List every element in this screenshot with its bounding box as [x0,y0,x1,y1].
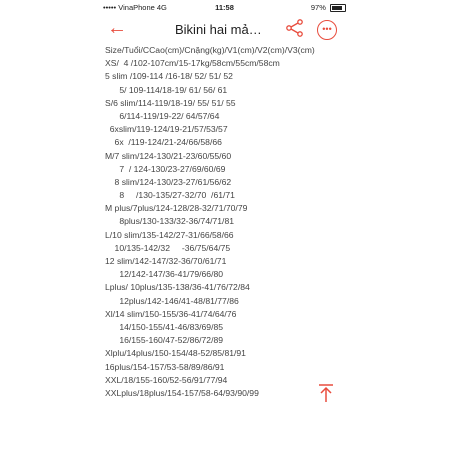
size-row: XXLplus/18plus/154-157/58-64/93/90/99 [105,387,259,398]
size-row: 7 / 124-130/23-27/69/60/69 [105,163,226,174]
battery-info [311,3,346,12]
status-bar [97,0,352,14]
back-arrow-icon[interactable]: ← [107,17,127,39]
network-type: 4G [156,3,167,12]
nav-header [97,14,352,44]
size-row: 5/ 109-114/18-19/ 61/ 56/ 61 [105,84,228,95]
more-options-icon[interactable]: ••• [317,20,337,40]
size-row: M/7 slim/124-130/21-23/60/55/60 [105,150,232,161]
size-row: 12/142-147/36-41/79/66/80 [105,269,224,280]
carrier-name: VinaPhone [118,3,155,12]
size-row: 16/155-160/47-52/86/72/89 [105,335,224,346]
size-row: XXL/18/155-160/52-56/91/77/94 [105,374,228,385]
size-row: XS/ 4 /102-107cm/15-17kg/58cm/55cm/58cm [105,58,280,69]
size-row: 6x /119-124/21-24/66/58/66 [105,137,222,148]
signal-icon: ••••• [103,3,117,12]
size-table [105,44,350,400]
share-icon[interactable] [285,19,305,37]
size-row: 14/150-155/41-46/83/69/85 [105,321,224,332]
size-row: 6/114-119/19-22/ 64/57/64 [105,110,220,121]
size-row: 5 slim /109-114 /16-18/ 52/ 51/ 52 [105,71,233,82]
page-title: Bikini hai mả… [175,22,262,37]
size-row: 16plus/154-157/53-58/89/86/91 [105,361,225,372]
size-row: 8 slim/124-130/23-27/61/56/62 [105,176,232,187]
size-row: Xlplu/14plus/150-154/48-52/85/81/91 [105,348,246,359]
scroll-to-top-icon[interactable] [315,382,337,404]
size-row: 12plus/142-146/41-48/81/77/86 [105,295,239,306]
size-row: 6xslim/119-124/19-21/57/53/57 [105,124,228,135]
size-row: S/6 slim/114-119/18-19/ 55/ 51/ 55 [105,97,236,108]
size-row: 10/135-142/32 -36/75/64/75 [105,242,231,253]
size-row: M plus/7plus/124-128/28-32/71/70/79 [105,203,248,214]
size-row: 8 /130-135/27-32/70 /61/71 [105,190,235,201]
battery-percent: 97% [310,3,326,12]
battery-icon [330,4,346,12]
size-row: Size/Tuổi/CCao(cm)/Cnặng(kg)/V1(cm)/V2(cm)/V3(cm) [105,45,315,55]
size-row: 12 slim/142-147/32-36/70/61/71 [105,256,227,266]
phone-screen [97,0,352,449]
size-row: L/10 slim/135-142/27-31/66/58/66 [105,229,234,240]
size-row: Lplus/ 10plus/135-138/36-41/76/72/84 [105,282,250,293]
size-row: 8plus/130-133/32-36/74/71/81 [105,216,235,227]
size-row: Xl/14 slim/150-155/36-41/74/64/76 [105,308,237,319]
clock: 11:58 [215,3,234,12]
